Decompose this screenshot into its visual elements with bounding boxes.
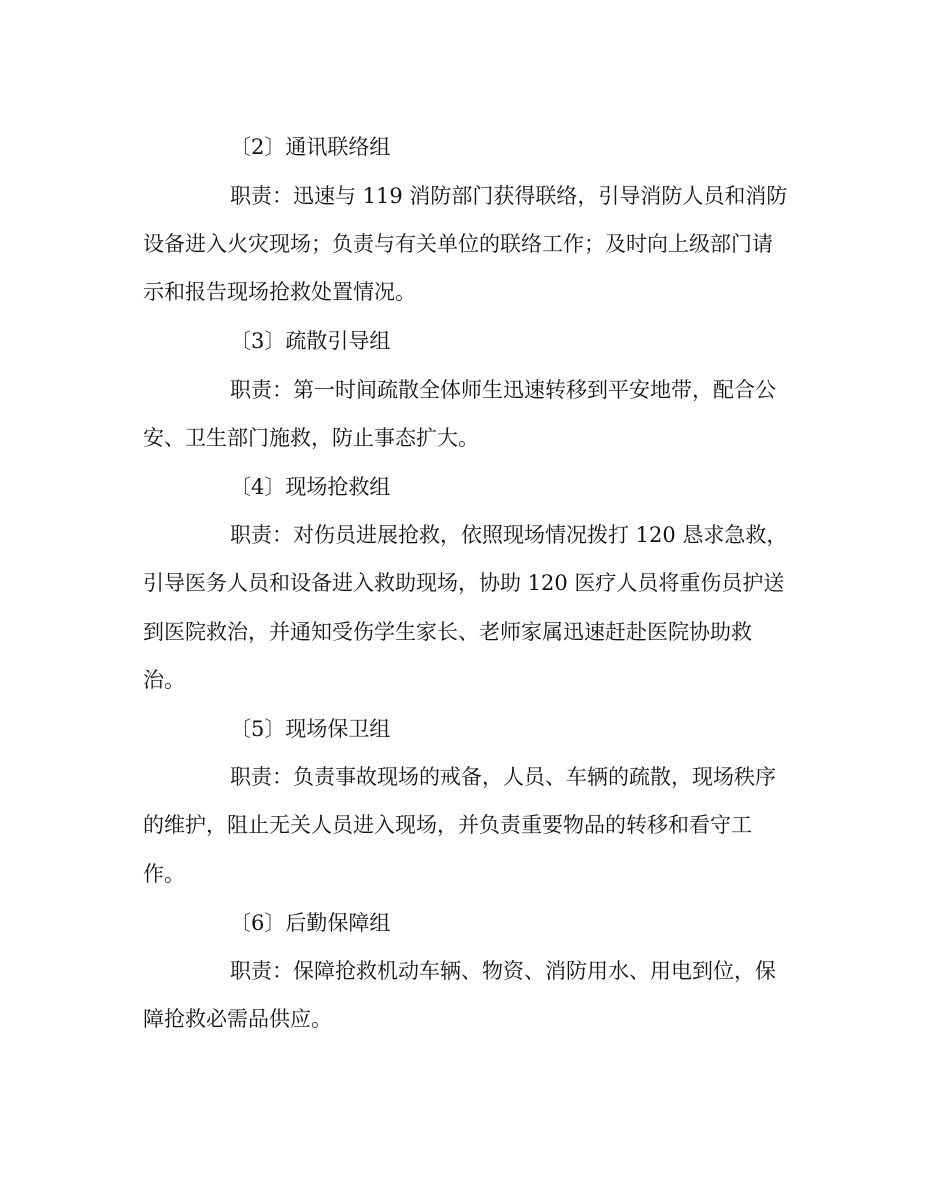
paragraph-line: 的维护，阻止无关人员进入现场，并负责重要物品的转移和看守工 <box>143 813 752 837</box>
paragraph-line: 职责：迅速与 119 消防部门获得联络，引导消防人员和消防 <box>230 184 788 208</box>
paragraph-line: 障抢救必需品供应。 <box>143 1007 332 1031</box>
paragraph-line: 示和报告现场抢救处置情况。 <box>143 280 416 304</box>
paragraph-line: 职责：负责事故现场的戒备，人员、车辆的疏散，现场秩序 <box>230 765 776 789</box>
paragraph-line: 职责：对伤员进展抢救，依照现场情况拨打 120 恳求急救， <box>230 523 788 547</box>
section-heading: 〔3〕疏散引导组 <box>230 329 391 353</box>
paragraph-line: 安、卫生部门施救，防止事态扩大。 <box>143 426 479 450</box>
section-heading: 〔6〕后勤保障组 <box>230 911 391 935</box>
paragraph-line: 到医院救治，并通知受伤学生家长、老师家属迅速赶赴医院协助救 <box>143 620 752 644</box>
section-heading: 〔4〕现场抢救组 <box>230 475 391 499</box>
paragraph-line: 设备进入火灾现场；负责与有关单位的联络工作；及时向上级部门请 <box>143 232 773 256</box>
paragraph-line: 职责：第一时间疏散全体师生迅速转移到平安地带，配合公 <box>230 378 776 402</box>
section-heading: 〔5〕现场保卫组 <box>230 717 391 741</box>
paragraph-line: 作。 <box>143 862 185 886</box>
paragraph-line: 职责：保障抢救机动车辆、物资、消防用水、用电到位，保 <box>230 959 776 983</box>
paragraph-line: 引导医务人员和设备进入救助现场，协助 120 医疗人员将重伤员护送 <box>143 571 785 595</box>
section-heading: 〔2〕通讯联络组 <box>230 135 391 159</box>
paragraph-line: 治。 <box>143 668 185 692</box>
